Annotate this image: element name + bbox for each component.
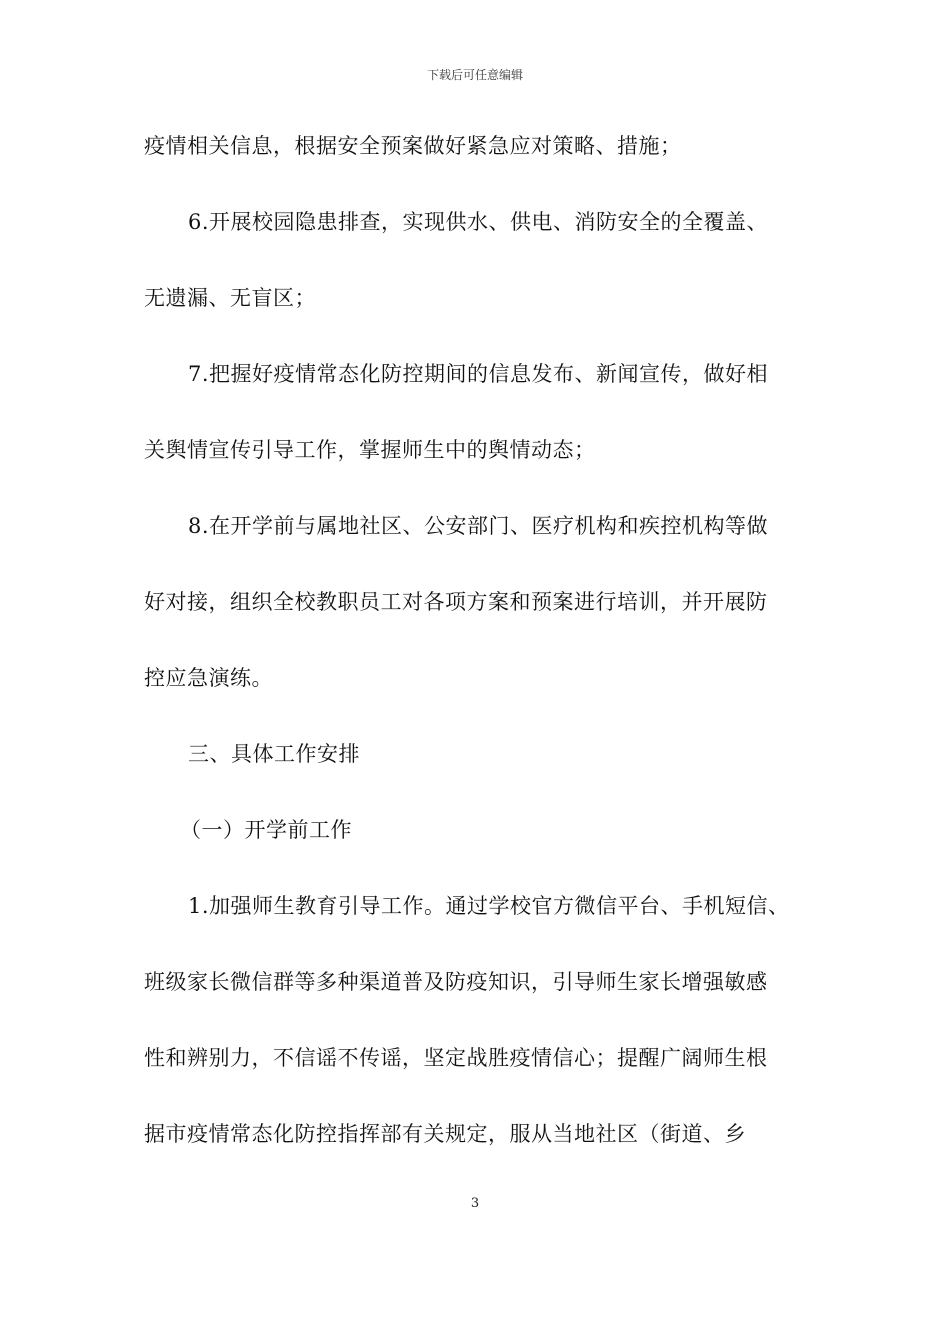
paragraph-line: 1.加强师生教育引导工作。通过学校官方微信平台、手机短信、 [188,894,790,918]
paragraph-line: 8.在开学前与属地社区、公安部门、医疗机构和疾控机构等做 [188,514,769,538]
paragraph-line: 班级家长微信群等多种渠道普及防疫知识，引导师生家长增强敏感 [144,970,768,994]
subsection-heading: （一）开学前工作 [180,818,352,842]
paragraph-line: 7.把握好疫情常态化防控期间的信息发布、新闻宣传，做好相 [188,362,769,386]
paragraph-line: 好对接，组织全校教职员工对各项方案和预案进行培训，并开展防 [144,590,768,614]
document-body [144,121,844,1185]
paragraph-line: 无遗漏、无盲区； [144,286,316,310]
paragraph-line: 据市疫情常态化防控指挥部有关规定，服从当地社区（街道、乡 [144,1122,746,1146]
section-heading: 三、具体工作安排 [188,742,360,766]
page-header: 下载后可任意编辑 [426,68,523,82]
paragraph-line: 关舆情宣传引导工作，掌握师生中的舆情动态； [144,438,596,462]
paragraph-line: 控应急演练。 [144,666,273,690]
page-number: 3 [470,1196,480,1211]
paragraph-line: 疫情相关信息，根据安全预案做好紧急应对策略、措施； [144,134,682,158]
paragraph-line: 性和辨别力，不信谣不传谣，坚定战胜疫情信心；提醒广阔师生根 [144,1046,768,1070]
paragraph-line: 6.开展校园隐患排查，实现供水、供电、消防安全的全覆盖、 [188,210,769,234]
